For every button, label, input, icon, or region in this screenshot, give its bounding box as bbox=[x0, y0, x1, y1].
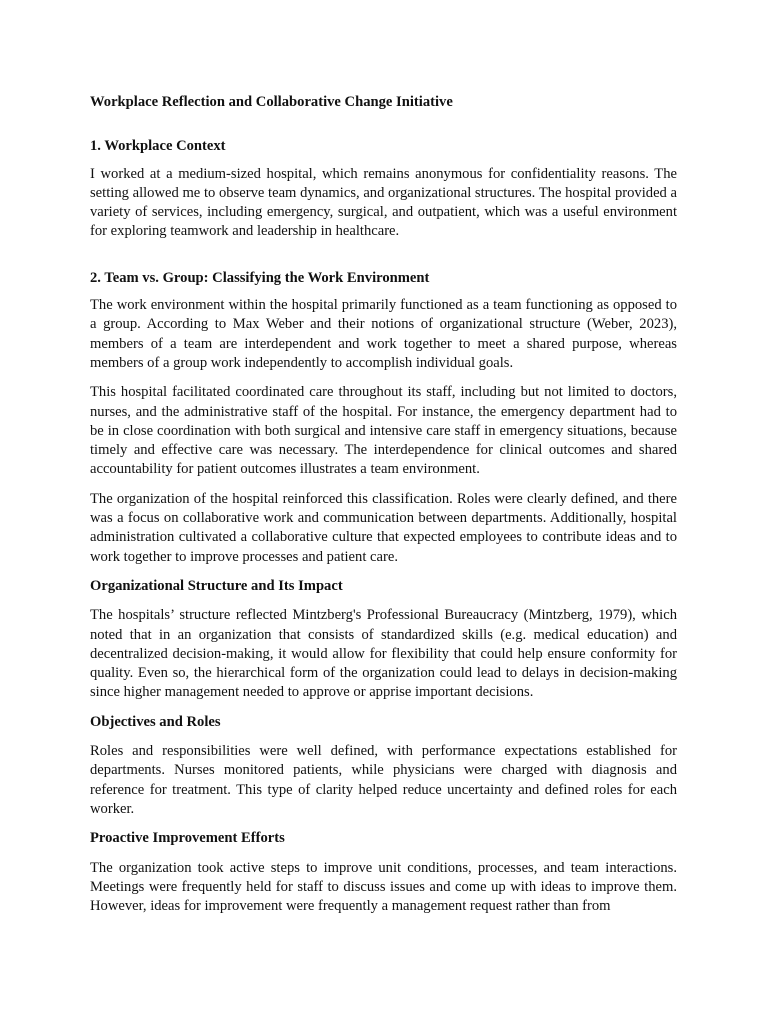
paragraph: The organization took active steps to improve unit conditions, processes, and team interactions. Meetings were frequently held for staff to discuss issues and come up with ideas to improve them. However, ideas for improvement were frequently a management request rather than from bbox=[90, 859, 677, 915]
paragraph: This hospital facilitated coordinated care throughout its staff, including but not limited to doctors, nurses, and the administrative staff of the hospital. For instance, the emergency department had to be in close coordination with both surgical and intensive care staff in emergency situations, because timely and effective care was necessary. The interdependence for clinical outcomes and shared accountability for patient outcomes illustrates a team environment. bbox=[90, 384, 677, 478]
section-heading-team-vs-group: 2. Team vs. Group: Classifying the Work Environment bbox=[90, 269, 430, 286]
section-heading-workplace-context: 1. Workplace Context bbox=[90, 138, 226, 155]
paragraph: The work environment within the hospital primarily functioned as a team functioning as opposed to a group. According to Max Weber and their notions of organizational structure (Weber, 2023), members of a team are interdependent and work together to meet a shared purpose, whereas members of a group work independently to accomplish individual goals. bbox=[90, 297, 677, 371]
section-heading-objectives-and-roles: Objectives and Roles bbox=[90, 713, 221, 730]
section-heading-organizational-structure: Organizational Structure and Its Impact bbox=[90, 577, 343, 594]
section-heading-proactive-improvement: Proactive Improvement Efforts bbox=[90, 830, 285, 847]
document-title: Workplace Reflection and Collaborative Change Initiative bbox=[90, 94, 453, 110]
paragraph: I worked at a medium-sized hospital, which remains anonymous for confidentiality reasons. The setting allowed me to observe team dynamics, and organizational structures. The hospital provided a variety of services, including emergency, surgical, and outpatient, which was a useful environment for exploring teamwork and leadership in healthcare. bbox=[90, 165, 677, 240]
paragraph: The organization of the hospital reinforced this classification. Roles were clearly defined, and there was a focus on collaborative work and communication between departments. Additionally, hospital administration cultivated a collaborative culture that expected employees to contribute ideas and to work together to improve processes and patient care. bbox=[90, 490, 677, 565]
document-body bbox=[90, 93, 677, 916]
paragraph: The hospitals’ structure reflected Mintzberg's Professional Bureaucracy (Mintzberg, 1979), which noted that in an organization that consists of standardized skills (e.g. medical education) and decentralized decision-making, it would allow for flexibility that could help ensure conformity for quality. Even so, the hierarchical form of the organization could lead to delays in decision-making since higher management needed to approve or apprise important decisions. bbox=[90, 607, 677, 701]
paragraph: Roles and responsibilities were well defined, with performance expectations established for departments. Nurses monitored patients, while physicians were charged with diagnosis and reference for treatment. This type of clarity helped reduce uncertainty and defined roles for each worker. bbox=[90, 743, 677, 817]
